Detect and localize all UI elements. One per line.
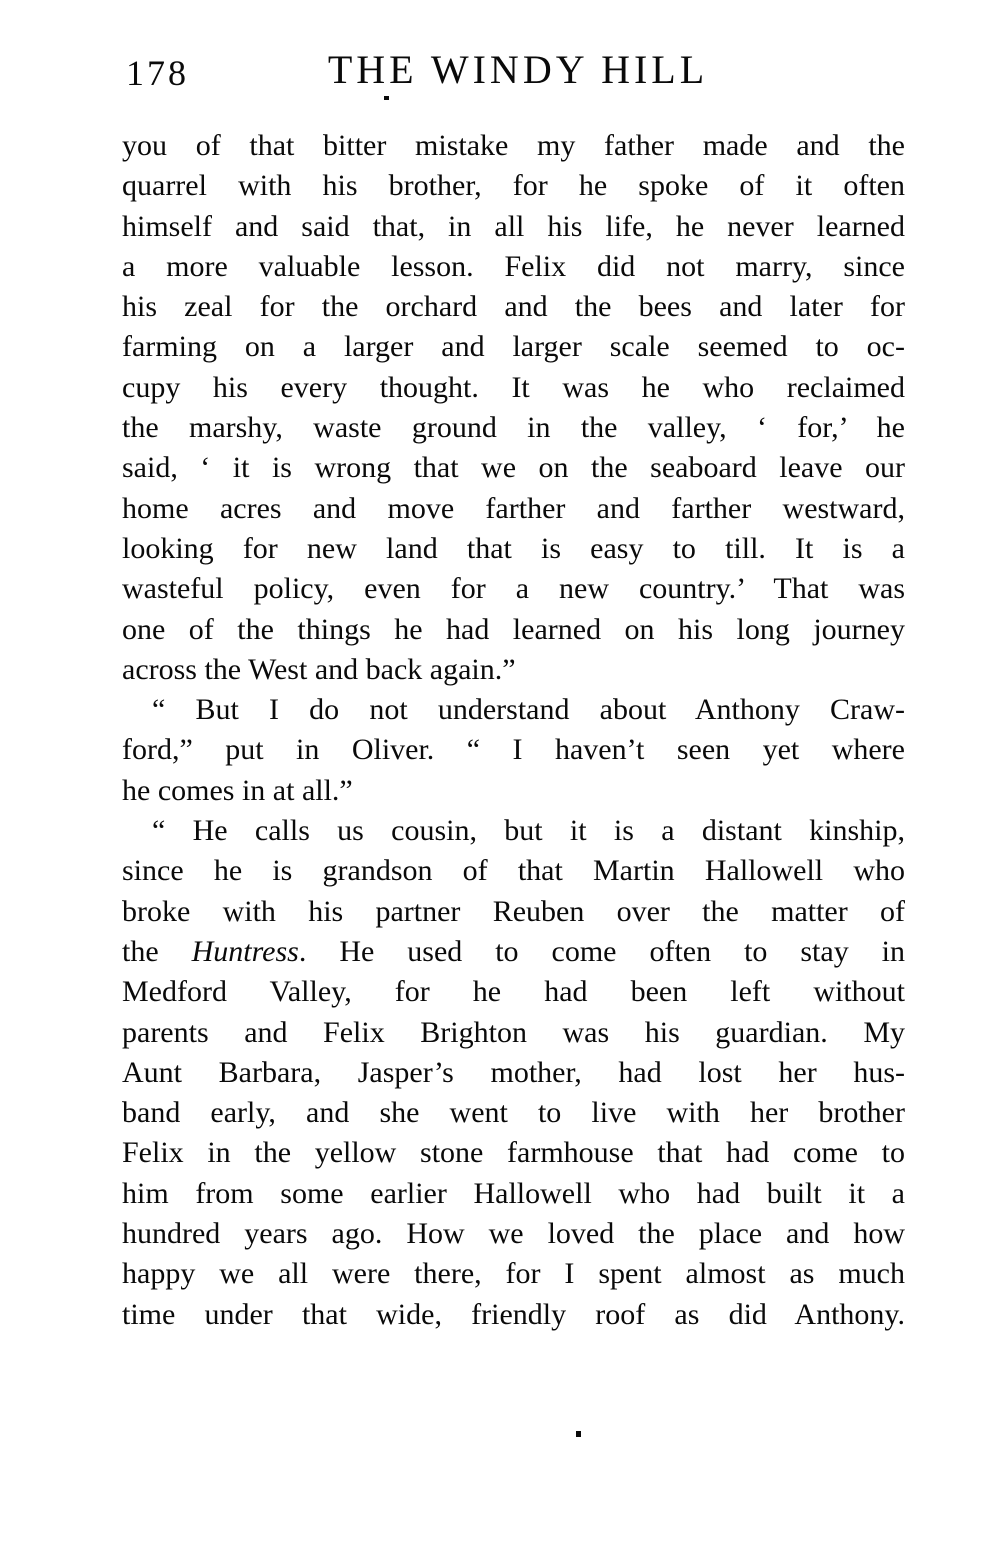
text-line: home acres and move farther and farther westward, [122, 491, 905, 525]
ink-speck [576, 1431, 581, 1437]
text-line: Medford Valley, for he had been left without [122, 975, 905, 1009]
text-line: himself and said that, in all his life, he never learned [122, 209, 905, 243]
text-line: Aunt Barbara, Jasper’s mother, had lost her hus- [122, 1055, 905, 1089]
text-line: parents and Felix Brighton was his guardian. My [122, 1015, 905, 1049]
text-line: since he is grandson of that Martin Hallowell who [122, 854, 905, 888]
text-line: quarrel with his brother, for he spoke of it often [122, 169, 905, 203]
text-line: “ But I do not understand about Anthony Craw- [152, 693, 905, 727]
text-line: said, ‘ it is wrong that we on the seaboard leave our [122, 451, 905, 485]
text-line: hundred years ago. How we loved the place and how [122, 1217, 905, 1251]
text-line: “ He calls us cousin, but it is a distant kinship, [152, 814, 905, 848]
huntress-italic: Huntress [191, 934, 299, 968]
text-segment: the [122, 934, 192, 968]
text-line: you of that bitter mistake my father made and the [122, 129, 905, 162]
text-line: across the West and back again.” [122, 652, 516, 686]
text-line: cupy his every thought. It was he who reclaimed [122, 370, 905, 404]
text-line: Felix in the yellow stone farmhouse that had come to [122, 1136, 905, 1170]
text-line: he comes in at all.” [122, 773, 353, 807]
text-line: band early, and she went to live with her brother [122, 1096, 905, 1130]
text-line: his zeal for the orchard and the bees and later for [122, 290, 905, 324]
running-title: THE WINDY HILL [327, 47, 709, 92]
text-line: looking for new land that is easy to till. It is a [122, 531, 905, 565]
body-text [122, 126, 905, 1335]
text-line: ford,” put in Oliver. “ I haven’t seen yet where [122, 733, 905, 767]
text-line [122, 932, 905, 972]
text-line: happy we all were there, for I spent almost as much [122, 1257, 905, 1291]
text-line: wasteful policy, even for a new country.’ That was [122, 572, 905, 606]
text-line: farming on a larger and larger scale seemed to oc- [122, 330, 905, 364]
text-line: broke with his partner Reuben over the matter of [122, 894, 905, 928]
text-segment: . He used to come often to stay in [298, 934, 905, 968]
text-line: him from some earlier Hallowell who had built it a [122, 1176, 905, 1210]
text-line: one of the things he had learned on his long journey [122, 612, 905, 646]
page-number: 178 [126, 53, 189, 93]
ink-dot-below-title [384, 96, 389, 100]
text-line: a more valuable lesson. Felix did not marry, since [122, 249, 905, 283]
text-line: time under that wide, friendly roof as did Anthony. [122, 1297, 905, 1331]
text-line: the marshy, waste ground in the valley, ‘ for,’ he [122, 411, 905, 445]
